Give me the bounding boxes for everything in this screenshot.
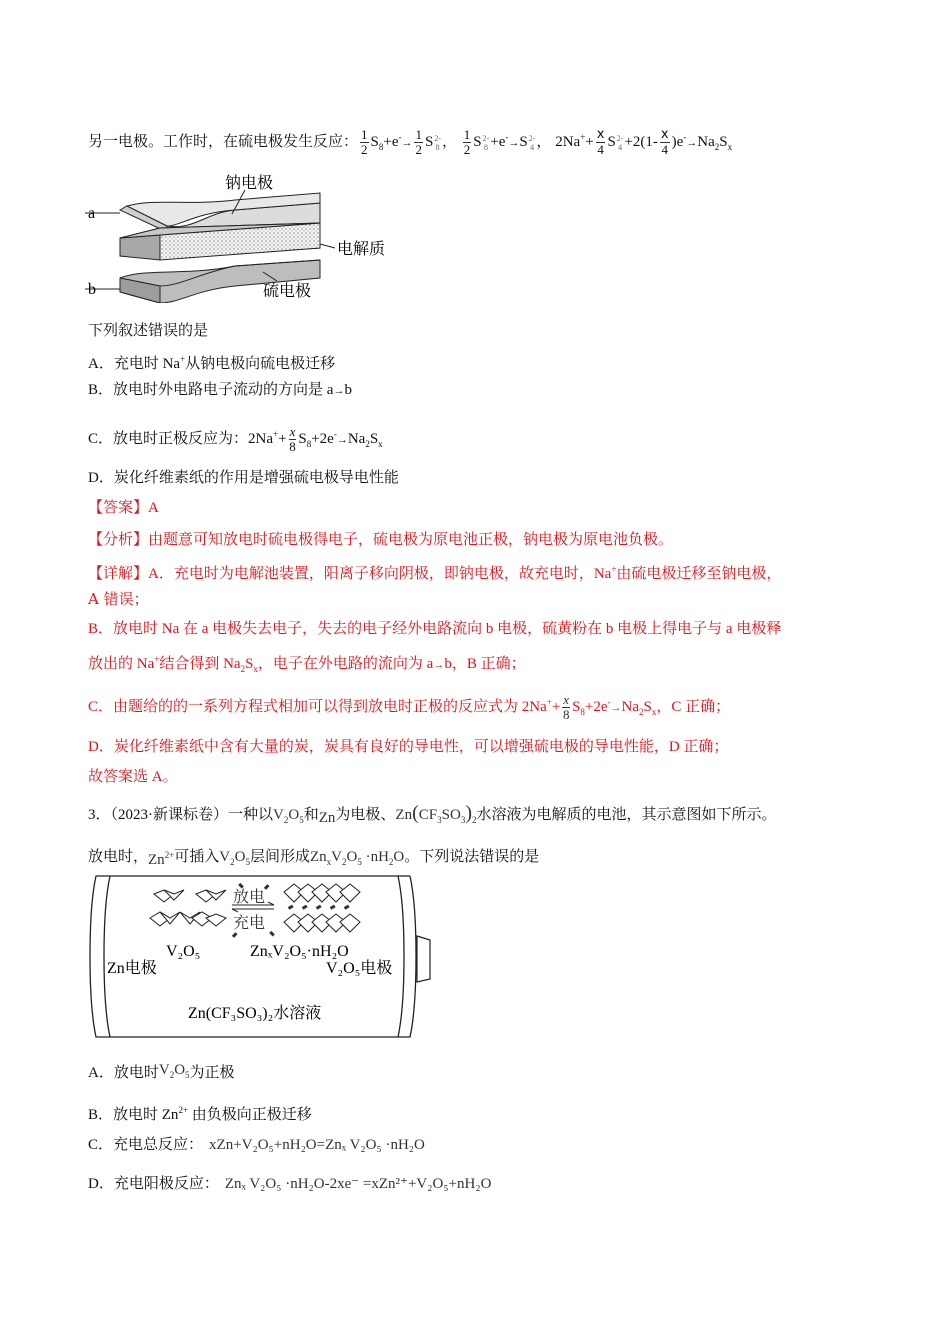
intro-line: 另一电极。工作时，在硫电极发生反应： $\frac{1}{2}$ $S_8+e^-\to$ $\frac{1}{2}$ S 2- 8 ， $\frac{1}{2}$ S 2- 8 +e-→S 2- 4 ， 2Na++ $\frac{x}{4}$ S 2- 4 +2(1- $\frac{x}{4}$ )$e^-\to Na_2S_x$ xyxy=(88,127,733,158)
question3-stem-line1: 3．（2023·新课标卷）一种以$V_2O_5$和Zn为电极、$Zn(CF_3SO_3)_2$水溶液为电解质的电池，其示意图如下所示。 xyxy=(88,802,777,826)
sulfur-electrode-label: 硫电极 xyxy=(263,281,312,300)
q3-option-a: A．放电时$V_2O_5$为正极 xyxy=(88,1062,235,1081)
electrolyte-solution-label: Zn(CF₃SO₃)₂水溶液 xyxy=(188,1005,322,1022)
detail-b-line1: B．放电时 Na 在 a 电极失去电子，失去的电子经外电路流向 b 电极，硫黄粉在 b 电极上得电子与 a 电极释 xyxy=(88,621,782,637)
hydrate-crystal-label: ZnₓV₂O₅·nH₂O xyxy=(250,943,349,960)
zinc-vanadium-battery-diagram xyxy=(88,872,443,1040)
discharge-label: 放电 xyxy=(233,887,266,906)
fraction: $\frac{1}{2}$ xyxy=(361,127,368,158)
charge-label: 充电 xyxy=(233,913,266,932)
zn-electrode-label: Zn电极 xyxy=(107,960,157,977)
sodium-electrode-label: 钠电极 xyxy=(225,173,274,192)
option-d: D．炭化纤维素纸的作用是增强硫电极导电性能 xyxy=(88,470,399,486)
answer-line: 【答案】A xyxy=(88,500,159,516)
q3-option-b: B．放电时 $Zn^{2+}$ 由负极向正极迁移 xyxy=(88,1105,312,1123)
v2o5-crystal-label: V₂O₅ xyxy=(166,943,201,960)
option-c: C．放电时正极反应为：2Na++ $\frac{x}{8}$ $S_8+2e^-\to Na_2S_x$ xyxy=(88,424,383,455)
intro-text: 另一电极。工作时，在硫电极发生反应： xyxy=(88,134,359,150)
option-a: A．充电时 Na+从钠电极向硫电极迁移 xyxy=(88,354,336,372)
option-b: B．放电时外电路电子流动的方向是 a→b xyxy=(88,382,352,398)
detail-c-line: C．由题给的的一系列方程式相加可以得到放电时正极的反应式为 2Na++ $\frac{x}{8}$ $S_8+2e^-\to Na_2S_x$，C 正确； xyxy=(88,692,731,723)
electrolyte-label: 电解质 xyxy=(337,239,386,258)
q3-option-d: D．充电阳极反应： Znₓ V₂O₅ ·nH₂O-2xe⁻ =xZn²⁺+V₂O₅+nH₂O xyxy=(88,1176,492,1192)
detail-a-line1: 【详解】A．充电时为电解池装置，阳离子移向阴极，即钠电极，故充电时，Na+由硫电极迁移至钠电极， xyxy=(88,564,782,582)
question-stem: 下列叙述错误的是 xyxy=(88,321,209,339)
terminal-a-label: a xyxy=(88,205,96,222)
detail-a-line2: A 错误； xyxy=(88,590,149,608)
v2o5-electrode-label: V₂O₅电极 xyxy=(326,960,393,977)
detail-b-line2: 放出的 Na+结合得到 $Na_2S_x$，电子在外电路的流向为 a→b，B 正确； xyxy=(88,654,526,674)
question3-stem-line2: 放电时，$Zn^{2+}$可插入$V_2O_5$层间形成$Zn_xV_2O_5 \cdot nH_2O$。下列说法错误的是 xyxy=(88,849,540,868)
sodium-sulfur-battery-diagram xyxy=(85,168,405,303)
detail-d-line: D．炭化纤维素纸中含有大量的炭，炭具有良好的导电性，可以增强硫电极的导电性能，D 正确； xyxy=(88,739,729,755)
terminal-b-label: b xyxy=(88,281,96,298)
analysis-line: 【分析】由题意可知放电时硫电极得电子，硫电极为原电池正极，钠电极为原电池负极。 xyxy=(88,530,674,548)
q3-option-c: C．充电总反应： xZn+V₂O₅+nH₂O=Znₓ V₂O₅ ·nH₂O xyxy=(88,1137,425,1153)
conclusion-line: 故答案选 A。 xyxy=(88,769,178,785)
